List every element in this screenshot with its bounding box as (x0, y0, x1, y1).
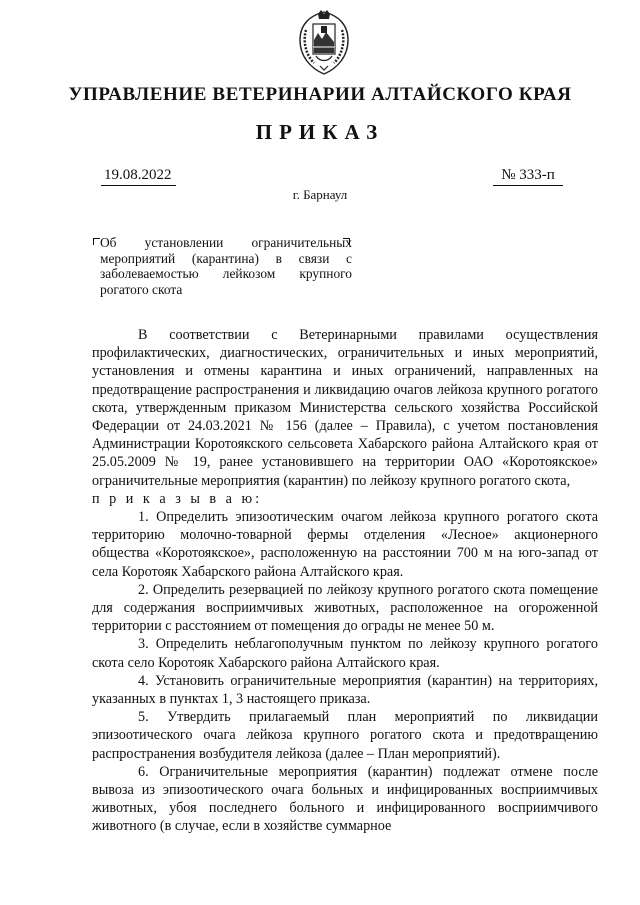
document-city: г. Барнаул (292, 187, 348, 202)
preamble-paragraph: В соответствии с Ветеринарными правилами осуществления профилактических, диагностических, ограничительных и иных мероприятий, установления и отмены карантина и иных ограничений, направленных на предотвращение распространения и ликвидацию очагов лейкоза крупного рогатого скота, утвержденным приказом Министерства сельского хозяйства Российской Федерации от 24.03.2021 № 156 (далее – Правила), с учетом постановления Администрации Коротоякского сельсовета Хабарского района Алтайского края от 25.05.2009 № 19, ранее установившего на территории ОАО «Коротоякское» ограничительные мероприятия (карантин) по лейкозу крупного рогатого скота, (92, 327, 598, 489)
subject-line: заболеваемостью лейкозом крупного (100, 266, 352, 281)
document-date: 19.08.2022 (101, 167, 176, 186)
order-item: 4. Установить ограничительные мероприятия (карантин) на территориях, указанных в пунктах 1, 3 настоящего приказа. (92, 672, 598, 708)
altai-krai-coat-of-arms (294, 10, 354, 76)
subject-bracket-left (93, 238, 100, 245)
document-subject (100, 235, 352, 297)
order-item: 2. Определить резервацией по лейкозу крупного рогатого скота помещение для содержания восприимчивых животных, расположенное на огороженной территории с расстоянием от помещения до ограды не менее 50 м. (92, 581, 598, 635)
order-word: п р и к а з ы в а ю: (92, 490, 263, 507)
order-item: 5. Утвердить прилагаемый план мероприятий по ликвидации эпизоотического очага лейкоза крупного рогатого скота и предотвращению распространения возбудителя лейкоза (далее – План мероприятий). (92, 709, 598, 762)
organization-name: УПРАВЛЕНИЕ ВЕТЕРИНАРИИ АЛТАЙСКОГО КРАЯ (68, 84, 572, 105)
subject-line: мероприятий (карантина) в связи с (100, 250, 352, 266)
order-item: 6. Ограничительные мероприятия (карантин) подлежат отмене после вывоза из эпизоотического очага больных и инфицированных восприимчивых животных, убоя последнего больного и инфицированного восприимчивого животного (в случае, если в хозяйстве суммарное (92, 763, 598, 835)
subject-line: Об установлении ограничительных (100, 235, 352, 250)
document-title: ПРИКАЗ (255, 120, 385, 144)
document-number: № 333-п (493, 167, 563, 186)
subject-line: рогатого скота (100, 281, 183, 297)
document-body (92, 326, 598, 836)
order-item: 1. Определить эпизоотическим очагом лейкоза крупного рогатого скота территорию молочно-товарной фермы отделения «Лесное» акционерного общества «Коротоякское», расположенную на расстоянии 700 м на юго-запад от села Коротояк Хабарского района Алтайского края. (92, 509, 598, 580)
order-item: 3. Определить неблагополучным пунктом по лейкозу крупного рогатого скота село Коротояк Хабарского района Алтайского края. (92, 636, 598, 671)
